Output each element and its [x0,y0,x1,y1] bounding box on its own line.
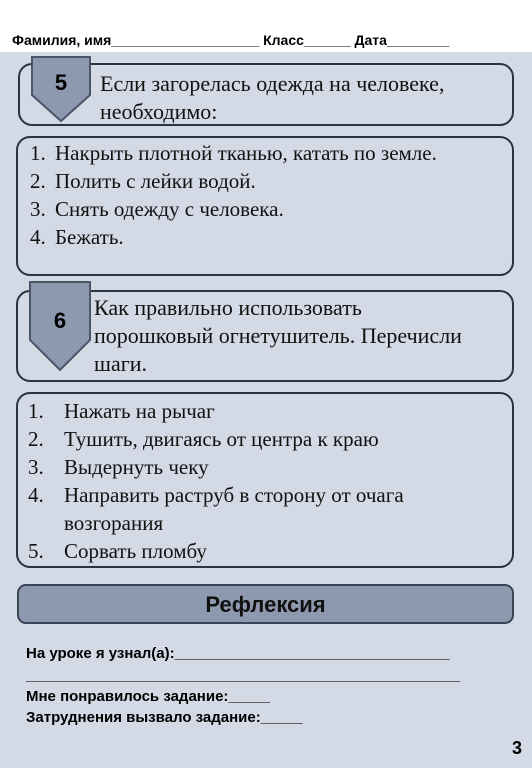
question-6-line-1: Как правильно использовать [94,295,362,320]
item-text: Направить раструб в сторону от очага возгорания [64,483,404,535]
reflection-blank-line: ____________________________________________________ [26,667,460,684]
header [0,0,532,52]
page-number: 3 [511,738,522,758]
question-6-line-2: порошковый огнетушитель. Перечисли [94,323,462,348]
item-text: Полить с лейки водой. [55,169,256,193]
item-text: Сорвать пломбу [64,539,207,563]
question-6-line-3: шаги. [94,351,148,376]
item-number: 2. [28,427,44,451]
reflection-difficult-line: Затруднения вызвало задание:_____ [26,709,303,726]
item-number: 4. [28,483,44,507]
item-text: Снять одежду с человека. [55,197,284,221]
item-text: Бежать. [55,225,124,249]
question-5-number: 5 [54,70,68,95]
list-item [28,537,498,565]
list-item [28,397,498,425]
item-text: Тушить, двигаясь от центра к краю [64,427,379,451]
answers-5-list [30,139,500,251]
list-item [30,139,500,167]
reflection-header [17,584,514,624]
list-item [30,167,500,195]
question-5-text [100,70,444,126]
reflection-title: Рефлексия [205,592,326,617]
item-number: 1. [30,141,46,165]
question-5-line-1: Если загорелась одежда на человеке, [100,71,445,96]
list-item [30,195,500,223]
question-6-number: 6 [53,308,67,333]
item-number: 1. [28,399,44,423]
item-text: Нажать на рычаг [64,399,215,423]
question-5-line-2: необходимо: [100,99,218,124]
item-number: 3. [30,197,46,221]
item-number: 3. [28,455,44,479]
list-item [28,453,498,481]
reflection-learned-line: На уроке я узнал(а):_________________________________ [26,645,450,662]
item-text: Выдернуть чеку [64,455,209,479]
list-item [28,425,498,453]
list-item [30,223,500,251]
list-item [28,481,498,537]
student-info-line: Фамилия, имя___________________ Класс______ Дата________ [12,32,450,48]
question-6-text [94,294,462,378]
reflection-liked-line: Мне понравилось задание:_____ [26,688,271,705]
item-number: 5. [28,539,44,563]
item-text: Накрыть плотной тканью, катать по земле. [55,141,437,165]
item-number: 2. [30,169,46,193]
item-number: 4. [30,225,46,249]
answers-6-list [28,397,498,565]
